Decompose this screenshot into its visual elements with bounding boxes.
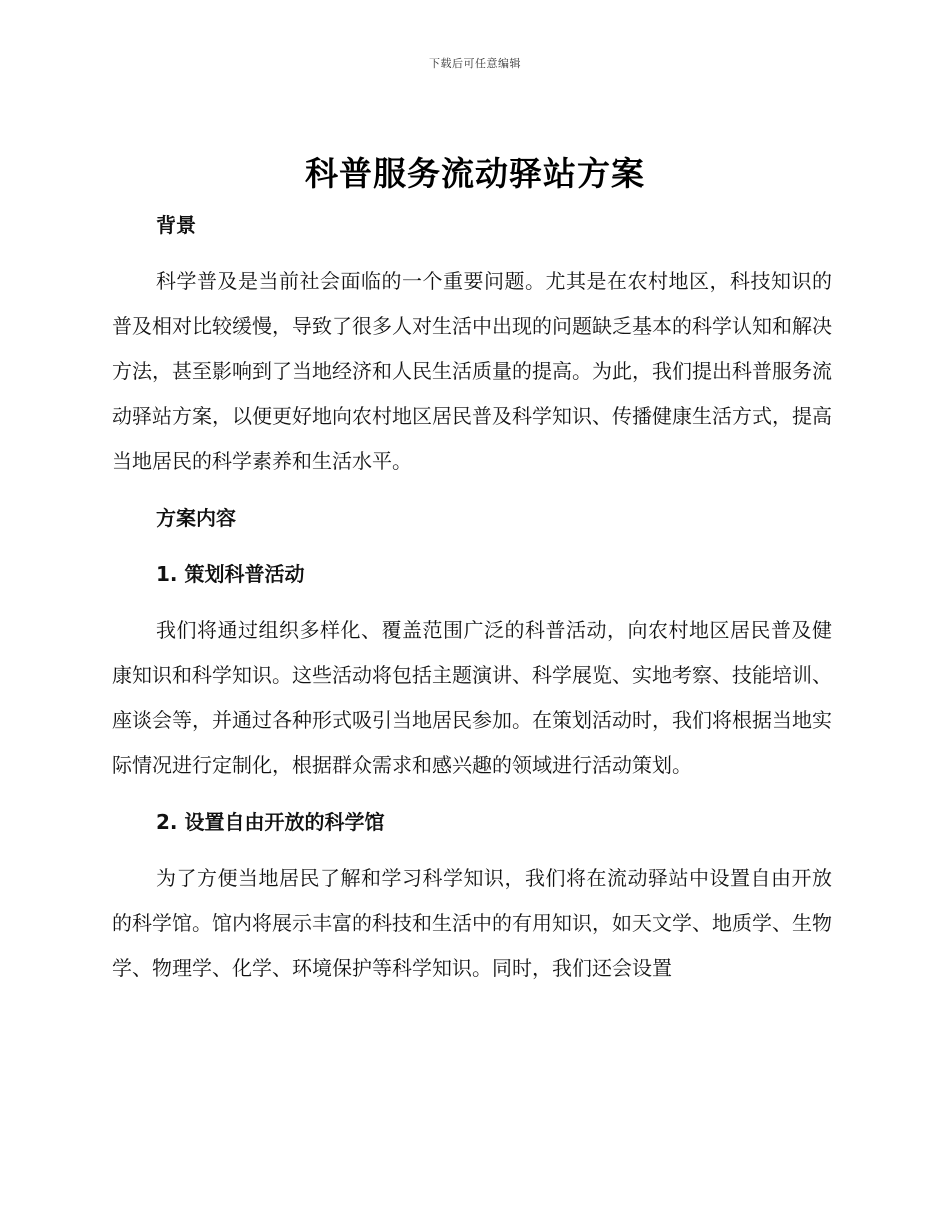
paragraph-plan-activities: 我们将通过组织多样化、覆盖范围广泛的科普活动，向农村地区居民普及健康知识和科学知识。这些活动将包括主题演讲、科学展览、实地考察、技能培训、座谈会等，并通过各种形式吸引当地居民参加。在策划活动时，我们将根据当地实际情况进行定制化，根据群众需求和感兴趣的领域进行活动策划。 — [112, 618, 832, 777]
document-title: 科普服务流动驿站方案 — [305, 154, 645, 193]
paragraph-science-hall: 为了方便当地居民了解和学习科学知识，我们将在流动驿站中设置自由开放的科学馆。馆内将展示丰富的科技和生活中的有用知识，如天文学、地质学、生物学、物理学、化学、环境保护等科学知识。同时，我们还会设置 — [112, 866, 832, 980]
header-note: 下载后可任意编辑 — [429, 57, 521, 70]
subheading-plan-activities: 1. 策划科普活动 — [156, 562, 305, 586]
section-heading-background: 背景 — [156, 213, 196, 237]
section-heading-content: 方案内容 — [156, 506, 236, 530]
paragraph-background: 科学普及是当前社会面临的一个重要问题。尤其是在农村地区，科技知识的普及相对比较缓慢，导致了很多人对生活中出现的问题缺乏基本的科学认知和解决方法，甚至影响到了当地经济和人民生活质量的提高。为此，我们提出科普服务流动驿站方案，以便更好地向农村地区居民普及科学知识、传播健康生活方式，提高当地居民的科学素养和生活水平。 — [112, 269, 832, 473]
subheading-science-hall: 2. 设置自由开放的科学馆 — [156, 810, 385, 834]
document-body — [112, 203, 832, 991]
